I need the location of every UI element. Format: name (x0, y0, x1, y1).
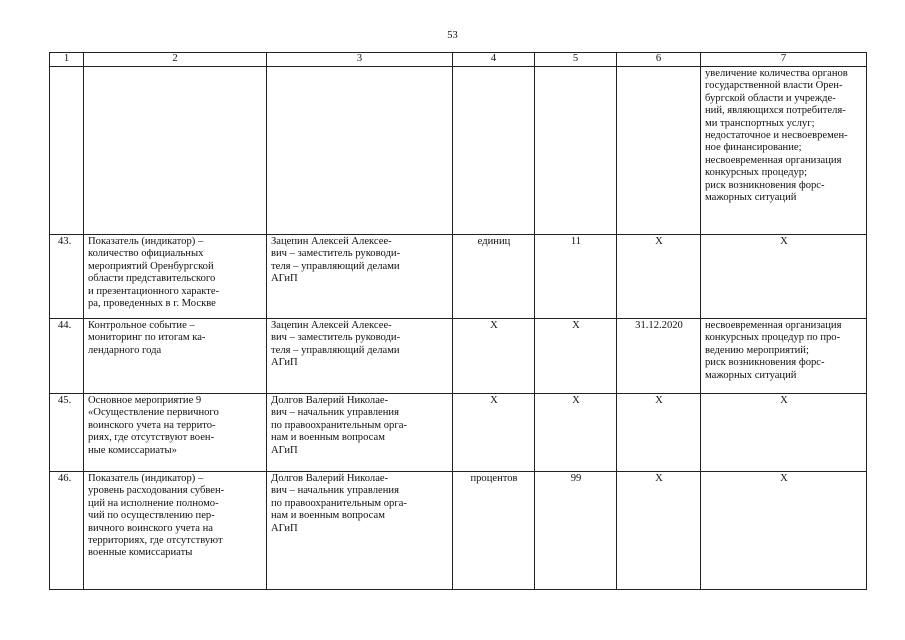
responsible-cell (267, 67, 453, 235)
table-row (50, 472, 867, 590)
text-line: Основное мероприятие 9 (88, 395, 202, 406)
text-line: «Осуществление первичного (88, 407, 219, 419)
text-line: Показатель (индикатор) – (88, 473, 204, 484)
column-number: 6 (617, 53, 701, 67)
measure-name-cell (84, 472, 267, 590)
unit-cell (453, 67, 535, 235)
value-cell: Х (535, 319, 617, 394)
text-line: ний, являющихся потребителя- (705, 105, 846, 117)
text-line: чий по осуществлению пер- (88, 510, 215, 522)
text-line: риск возникновения форс- (705, 357, 825, 369)
measure-name-cell (84, 394, 267, 472)
text-line: АГиП (271, 357, 298, 369)
date-cell: Х (617, 235, 701, 319)
column-number: 3 (267, 53, 453, 67)
text-line: нам и военным вопросам (271, 432, 385, 444)
risks-cell: Х (701, 394, 867, 472)
text-line: мажорных ситуаций (705, 369, 797, 381)
column-number: 5 (535, 53, 617, 67)
risks-cell: Х (701, 472, 867, 590)
text-line: государственной власти Орен- (705, 80, 843, 92)
unit-cell: Х (453, 394, 535, 472)
measure-name-cell (84, 319, 267, 394)
text-line: вич – заместитель руководи- (271, 248, 401, 260)
value-cell: Х (535, 394, 617, 472)
text-line: Зацепин Алексей Алексее- (271, 320, 392, 331)
text-line: территориях, где отсутствуют (88, 535, 223, 547)
text-line: по правоохранительным орга- (271, 419, 407, 431)
text-line: мероприятий Оренбургской (88, 260, 214, 272)
unit-cell: Х (453, 319, 535, 394)
text-line: теля – управляющий делами (271, 344, 400, 356)
text-line: вич – заместитель руководи- (271, 332, 401, 344)
text-line: ций на исполнение полномо- (88, 497, 219, 509)
text-line: несвоевременная организация (705, 154, 842, 166)
date-cell: 31.12.2020 (617, 319, 701, 394)
text-line: ведению мероприятий; (705, 344, 809, 356)
column-number: 2 (84, 53, 267, 67)
unit-cell: единиц (453, 235, 535, 319)
text-line: вич – начальник управления (271, 407, 399, 419)
table-row (50, 235, 867, 319)
text-line: АГиП (271, 444, 298, 456)
row-number: 46. (50, 472, 84, 590)
text-line: недостаточное и несвоевремен- (705, 130, 848, 142)
row-number: 45. (50, 394, 84, 472)
text-line: Показатель (индикатор) – (88, 236, 204, 247)
row-number: 44. (50, 319, 84, 394)
date-cell (617, 67, 701, 235)
column-number: 1 (50, 53, 84, 67)
table-row (50, 319, 867, 394)
measure-name-cell (84, 67, 267, 235)
column-number: 4 (453, 53, 535, 67)
text-line: ное финансирование; (705, 142, 802, 154)
text-line: Долгов Валерий Николае- (271, 473, 389, 484)
text-line: Контрольное событие – (88, 320, 195, 331)
text-line: бургской области и учрежде- (705, 92, 836, 104)
measure-name-cell (84, 235, 267, 319)
text-line: области представительского (88, 273, 216, 285)
responsible-cell (267, 394, 453, 472)
text-line: мониторинг по итогам ка- (88, 332, 206, 344)
text-line: конкурсных процедур по про- (705, 332, 841, 344)
value-cell (535, 67, 617, 235)
text-line: и презентационного характе- (88, 285, 220, 297)
text-line: АГиП (271, 273, 298, 285)
text-line: Долгов Валерий Николае- (271, 395, 389, 406)
text-line: ра, проведенных в г. Москве (88, 298, 216, 310)
value-cell: 99 (535, 472, 617, 590)
date-cell: Х (617, 472, 701, 590)
text-line: уровень расходования субвен- (88, 485, 225, 497)
text-line: вичного воинского учета на (88, 522, 213, 534)
text-line: теля – управляющий делами (271, 260, 400, 272)
text-line: АГиП (271, 522, 298, 534)
text-line: нам и военным вопросам (271, 510, 385, 522)
table-row (50, 67, 867, 235)
unit-cell: процентов (453, 472, 535, 590)
text-line: риск возникновения форс- (705, 179, 825, 191)
row-number (50, 67, 84, 235)
text-line: увеличение количества органов (705, 68, 848, 79)
text-line: мажорных ситуаций (705, 192, 797, 204)
responsible-cell (267, 235, 453, 319)
risks-cell (701, 319, 867, 394)
text-line: Зацепин Алексей Алексее- (271, 236, 392, 247)
text-line: воинского учета на террито- (88, 419, 216, 431)
text-line: ми транспортных услуг; (705, 117, 815, 129)
page-number: 53 (447, 30, 458, 41)
table-row (50, 394, 867, 472)
value-cell: 11 (535, 235, 617, 319)
text-line: количество официальных (88, 248, 204, 260)
text-line: несвоевременная организация (705, 320, 842, 331)
text-line: конкурсных процедур; (705, 167, 808, 179)
responsible-cell (267, 472, 453, 590)
risks-cell: Х (701, 235, 867, 319)
text-line: по правоохранительным орга- (271, 497, 407, 509)
text-line: вич – начальник управления (271, 485, 399, 497)
column-number: 7 (701, 53, 867, 67)
date-cell: Х (617, 394, 701, 472)
text-line: риях, где отсутствуют воен- (88, 432, 215, 444)
risks-cell (701, 67, 867, 235)
text-line: ные комиссариаты» (88, 444, 177, 456)
text-line: лендарного года (88, 344, 162, 356)
row-number: 43. (50, 235, 84, 319)
responsible-cell (267, 319, 453, 394)
column-number-row (50, 53, 867, 67)
plan-table (49, 52, 867, 590)
text-line: военные комиссариаты (88, 547, 193, 559)
